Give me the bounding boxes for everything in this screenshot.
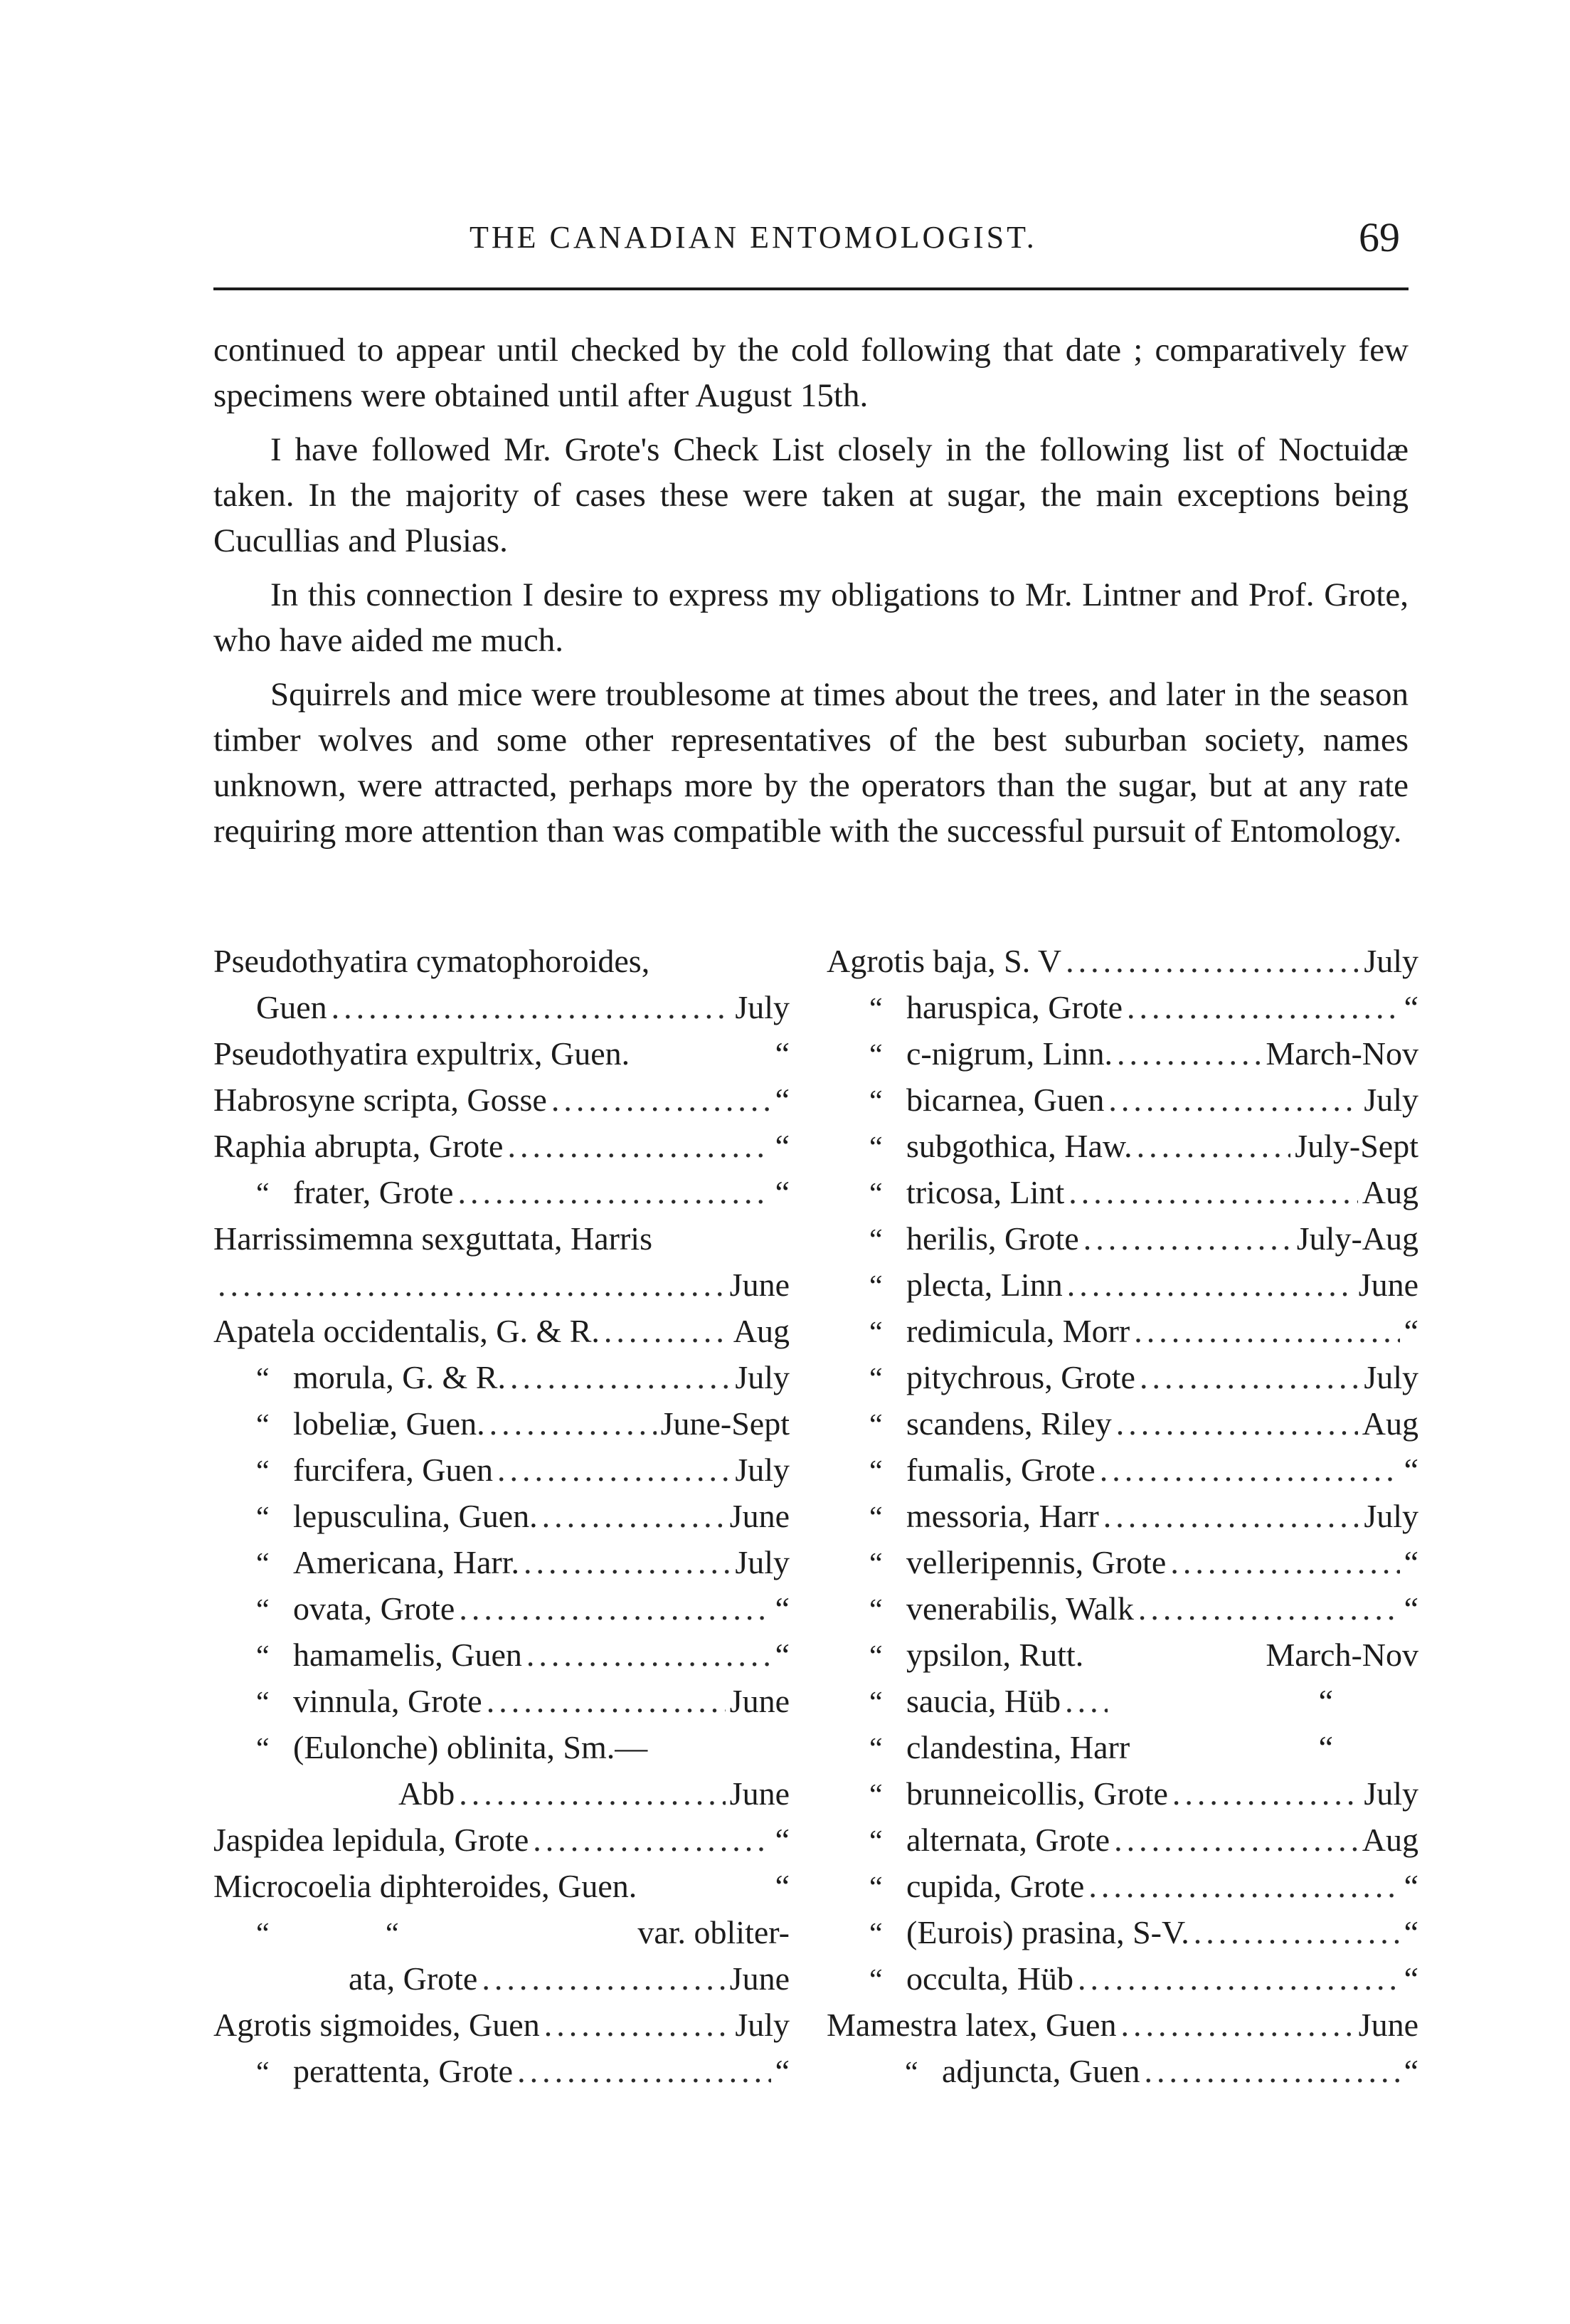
- species-name: subgothica, Haw.: [906, 1128, 1133, 1164]
- ditto-mark: “: [256, 1686, 270, 1719]
- species-name: hamamelis, Guen: [293, 1637, 522, 1673]
- month-range: July: [1364, 943, 1418, 979]
- month-range: June: [1358, 1267, 1418, 1303]
- list-item: [213, 1817, 790, 1863]
- month-range: July: [735, 1544, 790, 1580]
- month-range: “: [1404, 1313, 1418, 1349]
- ditto-mark: “: [869, 1501, 883, 1534]
- species-name: alternata, Grote: [906, 1822, 1110, 1858]
- list-item: [213, 1724, 790, 1770]
- leader-dots: [533, 1817, 770, 1863]
- month-range: March-Nov: [1266, 1637, 1418, 1673]
- species-name: (Eulonche) oblinita, Sm.—: [293, 1729, 648, 1765]
- species-list-right-column: [827, 938, 1418, 2094]
- ditto-mark: “: [905, 2056, 918, 2089]
- leader-dots: [1088, 1863, 1399, 1909]
- species-name: occulta, Hüb: [906, 1960, 1074, 1997]
- list-item: [213, 1262, 790, 1308]
- list-item: [827, 1539, 1418, 1585]
- species-name: frater, Grote: [293, 1174, 454, 1210]
- ditto-mark: “: [869, 993, 883, 1025]
- list-item: [827, 1817, 1418, 1863]
- list-item: [213, 1400, 790, 1447]
- ditto-mark: “: [256, 2056, 270, 2089]
- species-name: fumalis, Grote: [906, 1452, 1096, 1488]
- ditto-mark: “: [386, 1918, 399, 1950]
- list-item: [827, 1123, 1418, 1169]
- month-range: July: [735, 2007, 790, 2043]
- list-item: [213, 1169, 790, 1215]
- ditto-mark: “: [869, 1455, 883, 1488]
- month-range: “: [1318, 1729, 1333, 1765]
- ditto-mark: “: [256, 1178, 270, 1210]
- species-name: bicarnea, Guen: [906, 1082, 1105, 1118]
- list-item: [827, 1770, 1418, 1817]
- species-name: saucia, Hüb: [906, 1683, 1061, 1719]
- leader-dots: [604, 1308, 729, 1354]
- leader-dots: [1065, 1678, 1108, 1724]
- ditto-mark: “: [256, 1455, 270, 1488]
- leader-dots: [1140, 1354, 1359, 1400]
- species-name: herilis, Grote: [906, 1220, 1079, 1257]
- month-range: June: [1358, 2007, 1418, 2043]
- species-list: [213, 938, 1423, 2148]
- species-name: cupida, Grote: [906, 1868, 1085, 1904]
- page-number: 69: [1359, 214, 1400, 260]
- leader-dots: [459, 1585, 770, 1632]
- body-text: [213, 327, 1409, 854]
- list-item: [827, 1169, 1418, 1215]
- month-range: July: [735, 1359, 790, 1395]
- leader-dots: [526, 1632, 771, 1678]
- list-item: [213, 1308, 790, 1354]
- species-name: lobeliæ, Guen.: [293, 1405, 485, 1442]
- species-name: velleripennis, Grote: [906, 1544, 1167, 1580]
- month-range: July: [1364, 1775, 1418, 1812]
- list-item: [827, 1030, 1418, 1077]
- list-item: [213, 2002, 790, 2048]
- list-item: [827, 1308, 1418, 1354]
- month-range: March-Nov: [1266, 1035, 1418, 1072]
- species-name: var. obliter-: [637, 1914, 790, 1950]
- leader-dots: [1100, 1447, 1400, 1493]
- paragraph: I have followed Mr. Grote's Check List closely in the following list of Noctuidæ taken. In the majority of cases these were taken at sugar, the main exceptions being Cucullias and Plusias.: [213, 431, 1409, 559]
- month-range: “: [775, 1637, 790, 1673]
- month-range: “: [775, 1868, 790, 1904]
- species-name: pitychrous, Grote: [906, 1359, 1135, 1395]
- month-range: July-Sept: [1295, 1128, 1418, 1164]
- month-range: “: [1404, 2053, 1418, 2089]
- leader-dots: [1116, 1400, 1358, 1447]
- ditto-mark: “: [256, 1733, 270, 1765]
- list-item: [827, 1493, 1418, 1539]
- leader-dots: [1170, 1539, 1399, 1585]
- species-name: lepusculina, Guen.: [293, 1498, 538, 1534]
- leader-dots: [331, 984, 731, 1030]
- ditto-mark: “: [869, 1779, 883, 1812]
- month-range: June: [729, 1267, 790, 1303]
- month-range: June: [729, 1498, 790, 1534]
- ditto-mark: “: [869, 1178, 883, 1210]
- month-range: June: [729, 1960, 790, 1997]
- ditto-mark: “: [869, 1733, 883, 1765]
- month-range: Aug: [1362, 1405, 1418, 1442]
- month-range: “: [775, 1128, 790, 1164]
- leader-dots: [218, 1262, 726, 1308]
- leader-dots: [1144, 2048, 1399, 2094]
- leader-dots: [1114, 1817, 1358, 1863]
- month-range: “: [775, 1590, 790, 1627]
- month-range: July: [1364, 1498, 1418, 1534]
- leader-dots: [1066, 938, 1359, 984]
- list-item: [213, 1770, 790, 1817]
- list-item: [213, 1955, 790, 2002]
- species-list-left-column: [213, 938, 790, 2094]
- ditto-mark: “: [869, 1085, 883, 1118]
- ditto-mark: “: [869, 1594, 883, 1627]
- running-title: THE CANADIAN ENTOMOLOGIST.: [470, 220, 1037, 255]
- paragraph: continued to appear until checked by the cold following that date ; comparatively few specimens were obtained until after August 15th.: [213, 332, 1409, 414]
- species-name: furcifera, Guen: [293, 1452, 493, 1488]
- ditto-mark: “: [869, 1548, 883, 1580]
- month-range: July-Aug: [1296, 1220, 1418, 1257]
- month-range: July: [735, 989, 790, 1025]
- list-item: [213, 1909, 790, 1955]
- list-item: [827, 2048, 1418, 2094]
- species-name: perattenta, Grote: [293, 2053, 514, 2089]
- species-name: Agrotis baja, S. V: [827, 943, 1062, 979]
- list-item: [213, 1863, 790, 1909]
- list-item: [827, 2002, 1418, 2048]
- month-range: July: [1364, 1082, 1418, 1118]
- species-name: Microcoelia diphteroides, Guen.: [213, 1868, 637, 1904]
- ditto-mark: “: [869, 1918, 883, 1950]
- species-name: adjuncta, Guen: [942, 2053, 1140, 2089]
- leader-dots: [510, 1354, 731, 1400]
- species-name: redimicula, Morr: [906, 1313, 1130, 1349]
- header-rule: [213, 287, 1409, 290]
- species-name: Pseudothyatira expultrix, Guen.: [213, 1035, 630, 1072]
- month-range: “: [775, 1822, 790, 1858]
- month-range: “: [775, 1035, 790, 1072]
- list-item: [213, 1632, 790, 1678]
- ditto-mark: “: [256, 1594, 270, 1627]
- leader-dots: [507, 1123, 770, 1169]
- species-name: ovata, Grote: [293, 1590, 455, 1627]
- ditto-mark: “: [869, 1316, 883, 1349]
- ditto-mark: “: [869, 1270, 883, 1303]
- list-item: [213, 1678, 790, 1724]
- species-name: venerabilis, Walk: [906, 1590, 1134, 1627]
- leader-dots: [551, 1077, 771, 1123]
- month-range: “: [1404, 989, 1418, 1025]
- leader-dots: [542, 1493, 726, 1539]
- ditto-mark: “: [869, 1224, 883, 1257]
- leader-dots: [1120, 2002, 1354, 2048]
- species-name: Americana, Harr.: [293, 1544, 520, 1580]
- leader-dots: [497, 1447, 731, 1493]
- list-item: [213, 984, 790, 1030]
- leader-dots: [489, 1400, 657, 1447]
- leader-dots: [524, 1539, 731, 1585]
- month-range: “: [1318, 1683, 1333, 1719]
- leader-dots: [1068, 1169, 1357, 1215]
- list-item: [827, 1400, 1418, 1447]
- species-name: ypsilon, Rutt.: [906, 1637, 1084, 1673]
- leader-dots: [1117, 1030, 1261, 1077]
- leader-dots: [517, 2048, 771, 2094]
- species-name: haruspica, Grote: [906, 989, 1123, 1025]
- list-item: [827, 1585, 1418, 1632]
- species-name: plecta, Linn: [906, 1267, 1063, 1303]
- leader-dots: [1083, 1215, 1293, 1262]
- species-name: Apatela occidentalis, G. & R.: [213, 1313, 600, 1349]
- paragraph: Squirrels and mice were troublesome at times about the trees, and later in the season timber wolves and some other representatives of the best suburban society, names unknown, were attracted, perhaps more by the operators than the sugar, but at any rate requiring more attention than was compatible with the successful pursuit of Entomology.: [213, 676, 1409, 850]
- species-name: Jaspidea lepidula, Grote: [213, 1822, 529, 1858]
- ditto-mark: “: [869, 1871, 883, 1904]
- species-name: Habrosyne scripta, Gosse: [213, 1082, 547, 1118]
- list-item: [213, 1123, 790, 1169]
- list-item: [827, 1909, 1418, 1955]
- month-range: “: [1404, 1914, 1418, 1950]
- month-range: “: [775, 1174, 790, 1210]
- species-name: Harrissimemna sexguttata, Harris: [213, 1220, 652, 1257]
- month-range: “: [1404, 1960, 1418, 1997]
- leader-dots: [487, 1678, 726, 1724]
- leader-dots: [1134, 1308, 1399, 1354]
- ditto-mark: “: [869, 1039, 883, 1072]
- ditto-mark: “: [256, 1918, 270, 1950]
- month-range: “: [1404, 1590, 1418, 1627]
- list-item: [827, 1215, 1418, 1262]
- list-item: [827, 1077, 1418, 1123]
- leader-dots: [1078, 1955, 1400, 2002]
- leader-dots: [482, 1955, 725, 2002]
- month-range: “: [775, 1082, 790, 1118]
- month-range: “: [775, 2053, 790, 2089]
- ditto-mark: “: [869, 1686, 883, 1719]
- ditto-mark: “: [869, 1131, 883, 1164]
- species-name: morula, G. & R.: [293, 1359, 506, 1395]
- month-range: July: [1364, 1359, 1418, 1395]
- list-item: [827, 938, 1418, 984]
- species-name: (Eurois) prasina, S-V.: [906, 1914, 1189, 1950]
- month-range: June-Sept: [660, 1405, 790, 1442]
- species-name: brunneicollis, Grote: [906, 1775, 1168, 1812]
- month-range: Aug: [1362, 1822, 1418, 1858]
- list-item: [213, 938, 790, 984]
- list-item: [213, 1539, 790, 1585]
- ditto-mark: “: [256, 1548, 270, 1580]
- list-item: [827, 1955, 1418, 2002]
- page-header: [213, 213, 1409, 270]
- species-name: Pseudothyatira cymatophoroides,: [213, 943, 650, 979]
- list-item: [827, 1632, 1418, 1678]
- ditto-mark: “: [256, 1409, 270, 1442]
- species-name: Agrotis sigmoides, Guen: [213, 2007, 540, 2043]
- leader-dots: [1108, 1077, 1359, 1123]
- species-name: tricosa, Lint: [906, 1174, 1065, 1210]
- month-range: “: [1404, 1544, 1418, 1580]
- ditto-mark: “: [869, 1825, 883, 1858]
- month-range: “: [1404, 1452, 1418, 1488]
- ditto-mark: “: [256, 1363, 270, 1395]
- ditto-mark: “: [256, 1501, 270, 1534]
- species-name: Raphia abrupta, Grote: [213, 1128, 504, 1164]
- list-item: [213, 1030, 790, 1077]
- list-item: [827, 984, 1418, 1030]
- list-item: [213, 2048, 790, 2094]
- month-range: July: [735, 1452, 790, 1488]
- list-item: [213, 1215, 790, 1262]
- leader-dots: [1137, 1123, 1291, 1169]
- leader-dots: [459, 1770, 725, 1817]
- species-author: Guen: [256, 989, 327, 1025]
- leader-dots: [457, 1169, 770, 1215]
- ditto-mark: “: [869, 1363, 883, 1395]
- leader-dots: [1067, 1262, 1354, 1308]
- list-item: [827, 1354, 1418, 1400]
- species-name: clandestina, Harr: [906, 1729, 1130, 1765]
- list-item: [827, 1678, 1418, 1724]
- species-name: vinnula, Grote: [293, 1683, 482, 1719]
- species-author: Abb: [398, 1775, 455, 1812]
- leader-dots: [544, 2002, 731, 2048]
- month-range: Aug: [1362, 1174, 1418, 1210]
- species-name: ata, Grote: [349, 1960, 478, 1997]
- list-item: [213, 1585, 790, 1632]
- list-item: [213, 1493, 790, 1539]
- ditto-mark: “: [256, 1640, 270, 1673]
- list-item: [213, 1077, 790, 1123]
- leader-dots: [1103, 1493, 1360, 1539]
- leader-dots: [1172, 1770, 1359, 1817]
- leader-dots: [1127, 984, 1400, 1030]
- list-item: [827, 1447, 1418, 1493]
- leader-dots: [1194, 1909, 1400, 1955]
- species-name: messoria, Harr: [906, 1498, 1099, 1534]
- ditto-mark: “: [869, 1640, 883, 1673]
- list-item: [213, 1447, 790, 1493]
- month-range: Aug: [733, 1313, 790, 1349]
- list-item: [827, 1724, 1418, 1770]
- species-name: c-nigrum, Linn.: [906, 1035, 1113, 1072]
- month-range: June: [729, 1683, 790, 1719]
- month-range: June: [729, 1775, 790, 1812]
- ditto-mark: “: [869, 1409, 883, 1442]
- month-range: “: [1404, 1868, 1418, 1904]
- leader-dots: [1138, 1585, 1400, 1632]
- ditto-mark: “: [869, 1964, 883, 1997]
- list-item: [827, 1262, 1418, 1308]
- species-name: Mamestra latex, Guen: [827, 2007, 1117, 2043]
- list-item: [827, 1863, 1418, 1909]
- paragraph: In this connection I desire to express my obligations to Mr. Lintner and Prof. Grote, who have aided me much.: [213, 576, 1409, 659]
- species-name: scandens, Riley: [906, 1405, 1112, 1442]
- list-item: [213, 1354, 790, 1400]
